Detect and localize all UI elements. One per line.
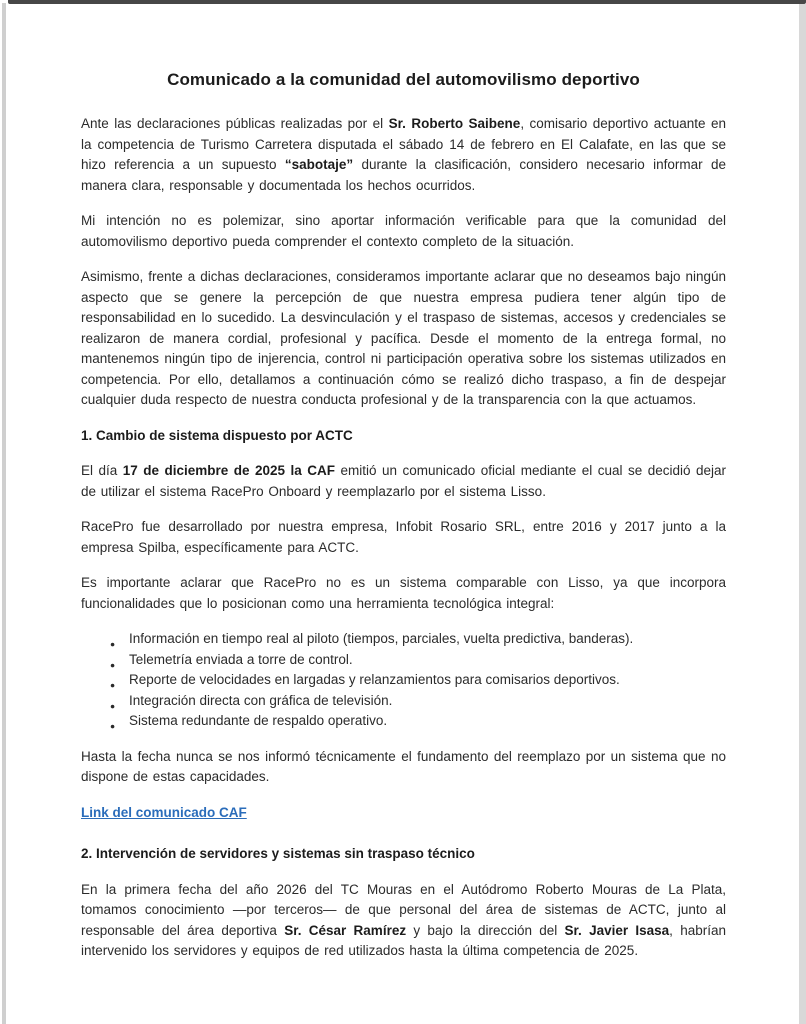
bold-cesar-ramirez: Sr. César Ramírez (284, 922, 407, 938)
caf-comunicado-link[interactable]: Link del comunicado CAF (81, 804, 247, 820)
paragraph-intervencion (81, 880, 726, 962)
run-text: , habrían intervenido los servidores y equipos de red utilizados hasta la última competencia de 2025. (81, 922, 726, 958)
paragraph-intencion: Mi intención no es polemizar, sino aportar información verificable para que la comunidad del automovilismo deportivo pueda comprender el contexto completo de la situación. (81, 213, 726, 249)
section-2-heading: 2. Intervención de servidores y sistemas sin traspaso técnico (81, 846, 475, 861)
run-text: El día (81, 463, 123, 478)
list-item (110, 691, 726, 712)
bullet-icon: ● (110, 721, 116, 731)
run-text: En la primera fecha del año 2026 del TC Mouras en el Autódromo Roberto Mouras de La Plata, tomamos conocimiento —por terceros— de que personal del área de sistemas de ACTC, junto al responsable del área deportiva (81, 881, 726, 938)
run-text: durante la clasificación, considero necesario informar de manera clara, responsable y documentada los hechos ocurridos. (81, 157, 726, 193)
list-item-text: Información en tiempo real al piloto (tiempos, parciales, vuelta predictiva, banderas). (129, 631, 634, 646)
paragraph-asimismo: Asimismo, frente a dichas declaraciones, consideramos importante aclarar que no deseamos bajo ningún aspecto que se genere la percepción de que nuestra empresa pudiera tener algún tipo de responsabilidad en lo sucedido. La desvinculación y el traspaso de sistemas, accesos y credenciales se realizaron de manera cordial, profesional y pacífica. Desde el momento de la entrega formal, no mantenemos ningún tipo de injerencia, control ni participación operativa sobre los sistemas utilizados en competencia. Por ello, detallamos a continuación cómo se realizó dicho traspaso, a fin de despejar cualquier duda respecto de nuestra conducta profesional y de la transparencia con la que actuamos. (81, 269, 726, 407)
list-item-text: Telemetría enviada a torre de control. (129, 651, 353, 667)
list-item-text: Sistema redundante de respaldo operativo. (129, 713, 388, 728)
paragraph-declaraciones (81, 114, 726, 196)
bold-fecha-caf: 17 de diciembre de 2025 la CAF (122, 463, 335, 478)
paragraph-comunicado-caf (81, 461, 726, 502)
run-text: y bajo la dirección del (406, 922, 565, 938)
paragraph-racepro-funcionalidades: Es importante aclarar que RacePro no es un sistema comparable con Lisso, ya que incorpora funcionalidades que lo posicionan como una herramienta tecnológica integral: (81, 575, 726, 611)
page-title: Comunicado a la comunidad del automovilismo deportivo (167, 70, 640, 89)
bullet-icon: ● (110, 659, 116, 670)
paragraph-fundamento: Hasta la fecha nunca se nos informó técnicamente el fundamento del reemplazo por un sistema que no dispone de estas capacidades. (81, 748, 726, 784)
bullet-icon: ● (110, 680, 116, 690)
paragraph-racepro-desarrollo: RacePro fue desarrollado por nuestra empresa, Infobit Rosario SRL, entre 2016 y 2017 junto a la empresa Spilba, específicamente para ACTC. (81, 519, 726, 555)
bullet-icon: ● (110, 700, 116, 711)
run-text: emitió un comunicado oficial mediante el cual se decidió dejar de utilizar el sistema RacePro Onboard y reemplazarlo por el sistema Lisso. (81, 463, 726, 499)
list-item (110, 711, 726, 732)
run-text: Ante las declaraciones públicas realizadas por el (81, 116, 389, 131)
list-item (110, 650, 726, 671)
run-text: , comisario deportivo actuante en la competencia de Turismo Carretera disputada el sábado 14 de febrero en El Calafate, en las que se hizo referencia a un supuesto (81, 116, 726, 172)
list-item (110, 629, 726, 650)
bold-roberto-saibene: Sr. Roberto Saibene (388, 116, 521, 131)
list-item-text: Integración directa con gráfica de televisión. (129, 692, 393, 708)
bold-javier-isasa: Sr. Javier Isasa (564, 922, 670, 938)
bullet-icon: ● (110, 639, 116, 649)
list-item (110, 670, 726, 691)
feature-list (81, 629, 726, 732)
list-item-text: Reporte de velocidades en largadas y relanzamientos para comisarios deportivos. (129, 672, 620, 687)
bold-sabotaje: “sabotaje” (284, 157, 354, 172)
section-1-heading: 1. Cambio de sistema dispuesto por ACTC (81, 427, 353, 443)
